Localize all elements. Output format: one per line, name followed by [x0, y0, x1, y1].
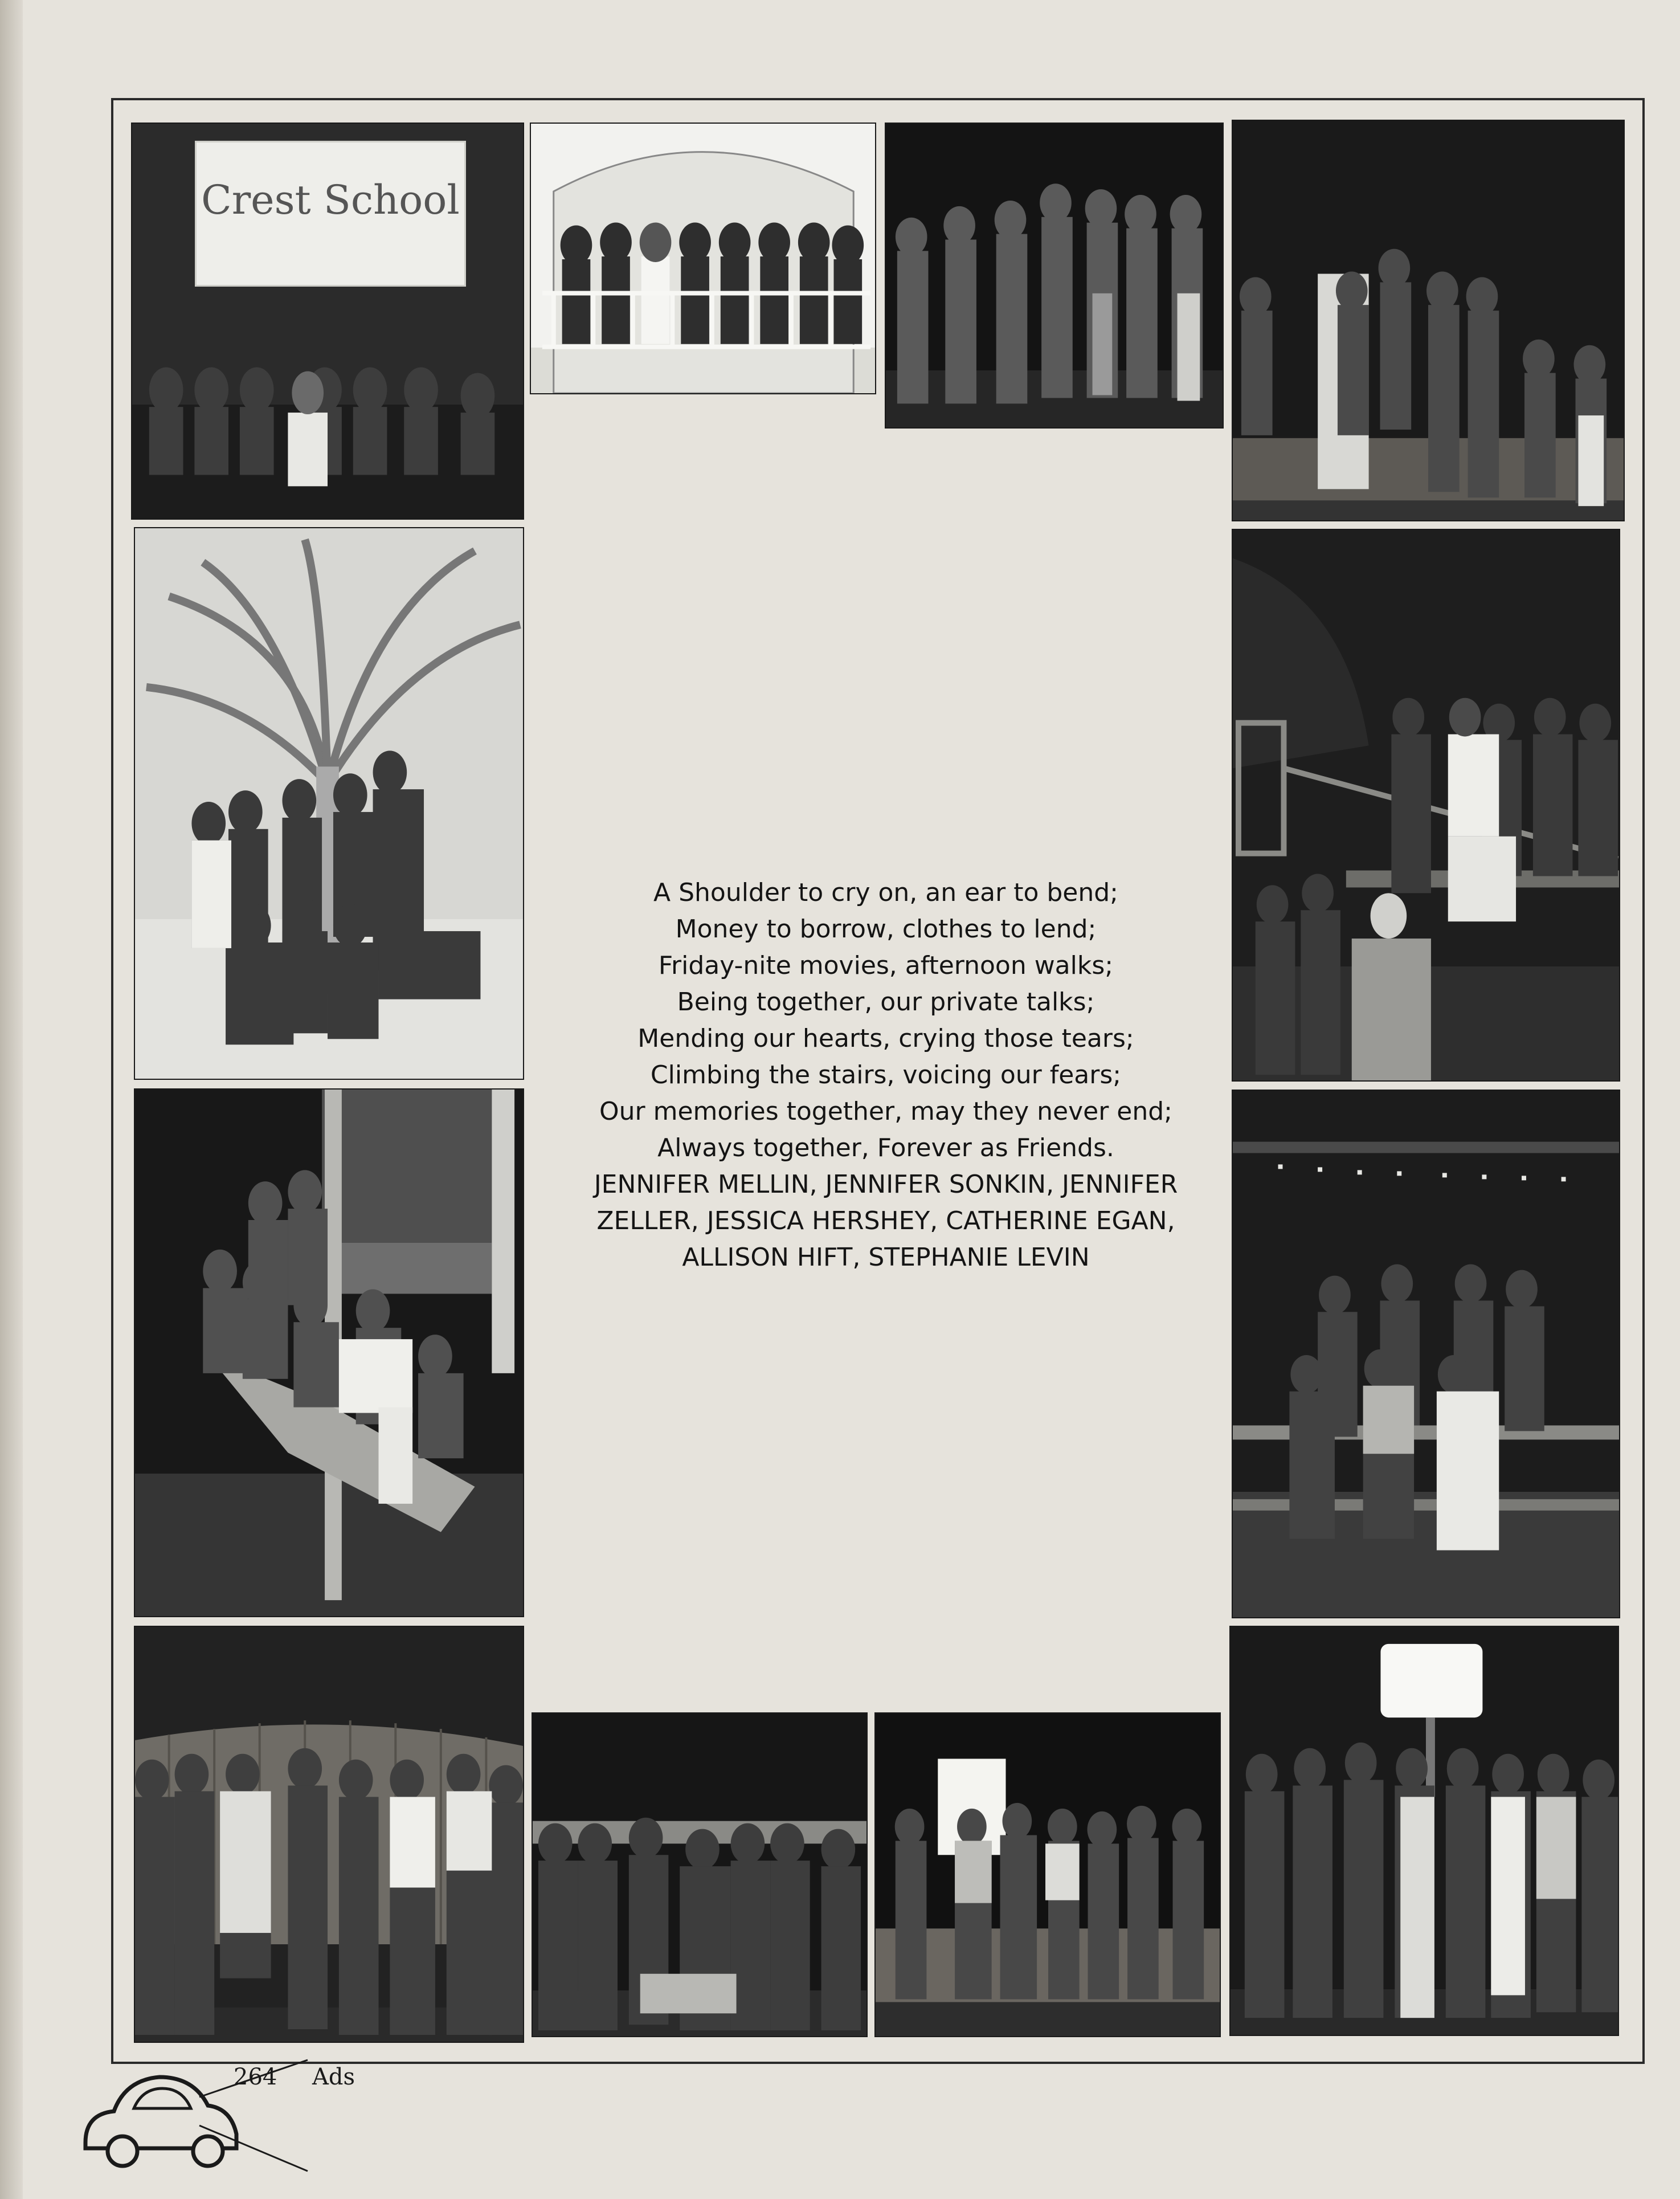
photo-figures	[531, 124, 875, 393]
photo-figures	[132, 124, 523, 519]
poem-line: Climbing the stairs, voicing our fears;	[650, 1060, 1122, 1090]
photo-school-sign	[131, 123, 524, 520]
page-edge	[0, 0, 23, 2199]
poem-text	[544, 875, 1228, 1276]
photo-figures	[1233, 530, 1619, 1080]
section-label: Ads	[312, 2064, 355, 2090]
names-line: JENNIFER MELLIN, JENNIFER SONKIN, JENNIFER	[594, 1170, 1178, 1199]
page-number: 264	[234, 2064, 277, 2090]
poem-line: Friday-nite movies, afternoon walks;	[658, 951, 1114, 980]
poem-line: Mending our hearts, crying those tears;	[637, 1024, 1134, 1053]
photo-picnic-tables	[1232, 1090, 1620, 1618]
photo-balcony	[530, 123, 876, 394]
poem-line: Money to borrow, clothes to lend;	[675, 915, 1097, 944]
photo-playground-structure	[1232, 529, 1620, 1082]
photo-seated-group	[532, 1712, 868, 2037]
poem-line: Our memories together, may they never end;	[599, 1097, 1172, 1126]
photo-figures	[135, 528, 523, 1079]
car-icon	[74, 2012, 393, 2182]
photo-lit-doorway	[874, 1712, 1221, 2037]
poem-line: A Shoulder to cry on, an ear to bend;	[653, 878, 1118, 907]
photo-figures	[1231, 1627, 1618, 2035]
school-sign-text: Crest School	[201, 177, 460, 223]
photo-palm-tree	[134, 527, 524, 1080]
photo-figures	[886, 124, 1223, 427]
photo-wooden-fence	[134, 1626, 524, 2043]
poem-line: Always together, Forever as Friends.	[657, 1133, 1114, 1162]
photo-jumping	[1232, 120, 1625, 521]
photo-figures	[876, 1713, 1220, 2036]
photo-figures	[1233, 1091, 1619, 1617]
photo-figures	[135, 1090, 523, 1616]
names-line: ZELLER, JESSICA HERSHEY, CATHERINE EGAN,	[596, 1206, 1175, 1235]
names-line: ALLISON HIFT, STEPHANIE LEVIN	[682, 1243, 1090, 1272]
poem-line: Being together, our private talks;	[677, 988, 1095, 1017]
photo-figures	[533, 1713, 866, 2036]
photo-figures	[1233, 121, 1624, 520]
photo-light-sign	[1229, 1626, 1619, 2036]
photo-playground-slide	[134, 1088, 524, 1617]
photo-night-group	[885, 123, 1224, 429]
photo-figures	[135, 1627, 523, 2042]
